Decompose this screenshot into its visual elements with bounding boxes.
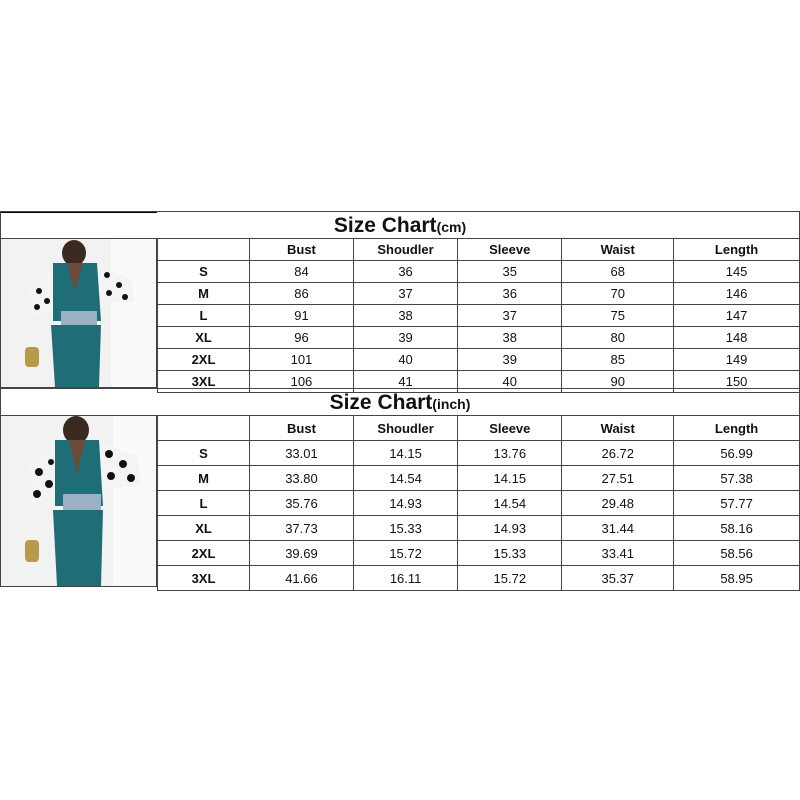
value-cell: 37 <box>353 283 457 305</box>
table-row <box>158 566 800 591</box>
value-cell: 14.93 <box>458 516 562 541</box>
chart-title-text: Size Chart <box>329 391 433 414</box>
value-cell: 90 <box>562 371 674 393</box>
value-cell: 35 <box>458 261 562 283</box>
value-cell: 26.72 <box>562 441 674 466</box>
header-cell: Bust <box>250 416 354 441</box>
value-cell: 36 <box>353 261 457 283</box>
header-cell <box>158 416 250 441</box>
value-cell: 75 <box>562 305 674 327</box>
size-cell: 2XL <box>158 349 250 371</box>
value-cell: 58.16 <box>674 516 800 541</box>
value-cell: 85 <box>562 349 674 371</box>
value-cell: 38 <box>458 327 562 349</box>
header-cell: Waist <box>562 239 674 261</box>
value-cell: 39 <box>458 349 562 371</box>
value-cell: 36 <box>458 283 562 305</box>
chart-title-unit: (cm) <box>436 219 467 235</box>
header-cell: Bust <box>250 239 354 261</box>
value-cell: 96 <box>250 327 354 349</box>
size-cell: S <box>158 441 250 466</box>
value-cell: 15.33 <box>458 541 562 566</box>
size-cell: S <box>158 261 250 283</box>
size-cell: 2XL <box>158 541 250 566</box>
value-cell: 14.54 <box>458 491 562 516</box>
value-cell: 149 <box>674 349 800 371</box>
header-cell: Length <box>674 416 800 441</box>
value-cell: 15.72 <box>353 541 457 566</box>
value-cell: 148 <box>674 327 800 349</box>
value-cell: 16.11 <box>353 566 457 591</box>
chart-title-text: Size Chart <box>333 214 437 237</box>
value-cell: 40 <box>458 371 562 393</box>
value-cell: 57.77 <box>674 491 800 516</box>
header-cell: Shoudler <box>353 416 457 441</box>
table-row <box>158 466 800 491</box>
model-image <box>1 416 156 586</box>
value-cell: 70 <box>562 283 674 305</box>
size-table-cm <box>157 238 800 393</box>
value-cell: 33.80 <box>250 466 354 491</box>
value-cell: 38 <box>353 305 457 327</box>
table-header-row <box>158 416 800 441</box>
table-row <box>158 541 800 566</box>
header-cell: Shoudler <box>353 239 457 261</box>
header-cell: Waist <box>562 416 674 441</box>
value-cell: 15.33 <box>353 516 457 541</box>
size-cell: XL <box>158 327 250 349</box>
value-cell: 84 <box>250 261 354 283</box>
value-cell: 39.69 <box>250 541 354 566</box>
product-photo-inch <box>0 415 157 587</box>
size-cell: 3XL <box>158 566 250 591</box>
value-cell: 39 <box>353 327 457 349</box>
value-cell: 41.66 <box>250 566 354 591</box>
table-row <box>158 516 800 541</box>
table-header-row <box>158 239 800 261</box>
header-cell: Sleeve <box>458 239 562 261</box>
table-row <box>158 261 800 283</box>
value-cell: 29.48 <box>562 491 674 516</box>
value-cell: 14.54 <box>353 466 457 491</box>
table-row <box>158 305 800 327</box>
value-cell: 57.38 <box>674 466 800 491</box>
table-row <box>158 441 800 466</box>
value-cell: 14.93 <box>353 491 457 516</box>
size-cell: XL <box>158 516 250 541</box>
value-cell: 40 <box>353 349 457 371</box>
value-cell: 86 <box>250 283 354 305</box>
size-cell: L <box>158 305 250 327</box>
value-cell: 101 <box>250 349 354 371</box>
size-cell: 3XL <box>158 371 250 393</box>
value-cell: 56.99 <box>674 441 800 466</box>
value-cell: 33.41 <box>562 541 674 566</box>
table-row <box>158 349 800 371</box>
model-image <box>1 239 156 387</box>
value-cell: 35.76 <box>250 491 354 516</box>
table-row <box>158 327 800 349</box>
table-row <box>158 283 800 305</box>
size-cell: M <box>158 283 250 305</box>
size-table-inch <box>157 415 800 591</box>
value-cell: 27.51 <box>562 466 674 491</box>
value-cell: 13.76 <box>458 441 562 466</box>
value-cell: 146 <box>674 283 800 305</box>
header-cell <box>158 239 250 261</box>
chart-title-cm <box>0 211 800 239</box>
value-cell: 106 <box>250 371 354 393</box>
value-cell: 37.73 <box>250 516 354 541</box>
value-cell: 150 <box>674 371 800 393</box>
table-row <box>158 491 800 516</box>
header-cell: Length <box>674 239 800 261</box>
value-cell: 68 <box>562 261 674 283</box>
value-cell: 41 <box>353 371 457 393</box>
value-cell: 35.37 <box>562 566 674 591</box>
value-cell: 37 <box>458 305 562 327</box>
size-cell: M <box>158 466 250 491</box>
value-cell: 147 <box>674 305 800 327</box>
value-cell: 58.95 <box>674 566 800 591</box>
value-cell: 14.15 <box>353 441 457 466</box>
value-cell: 58.56 <box>674 541 800 566</box>
value-cell: 33.01 <box>250 441 354 466</box>
chart-title-inch <box>0 388 800 416</box>
value-cell: 91 <box>250 305 354 327</box>
chart-title-unit: (inch) <box>432 396 471 412</box>
value-cell: 31.44 <box>562 516 674 541</box>
value-cell: 80 <box>562 327 674 349</box>
product-photo-cm <box>0 238 157 388</box>
value-cell: 14.15 <box>458 466 562 491</box>
size-cell: L <box>158 491 250 516</box>
value-cell: 15.72 <box>458 566 562 591</box>
value-cell: 145 <box>674 261 800 283</box>
header-cell: Sleeve <box>458 416 562 441</box>
